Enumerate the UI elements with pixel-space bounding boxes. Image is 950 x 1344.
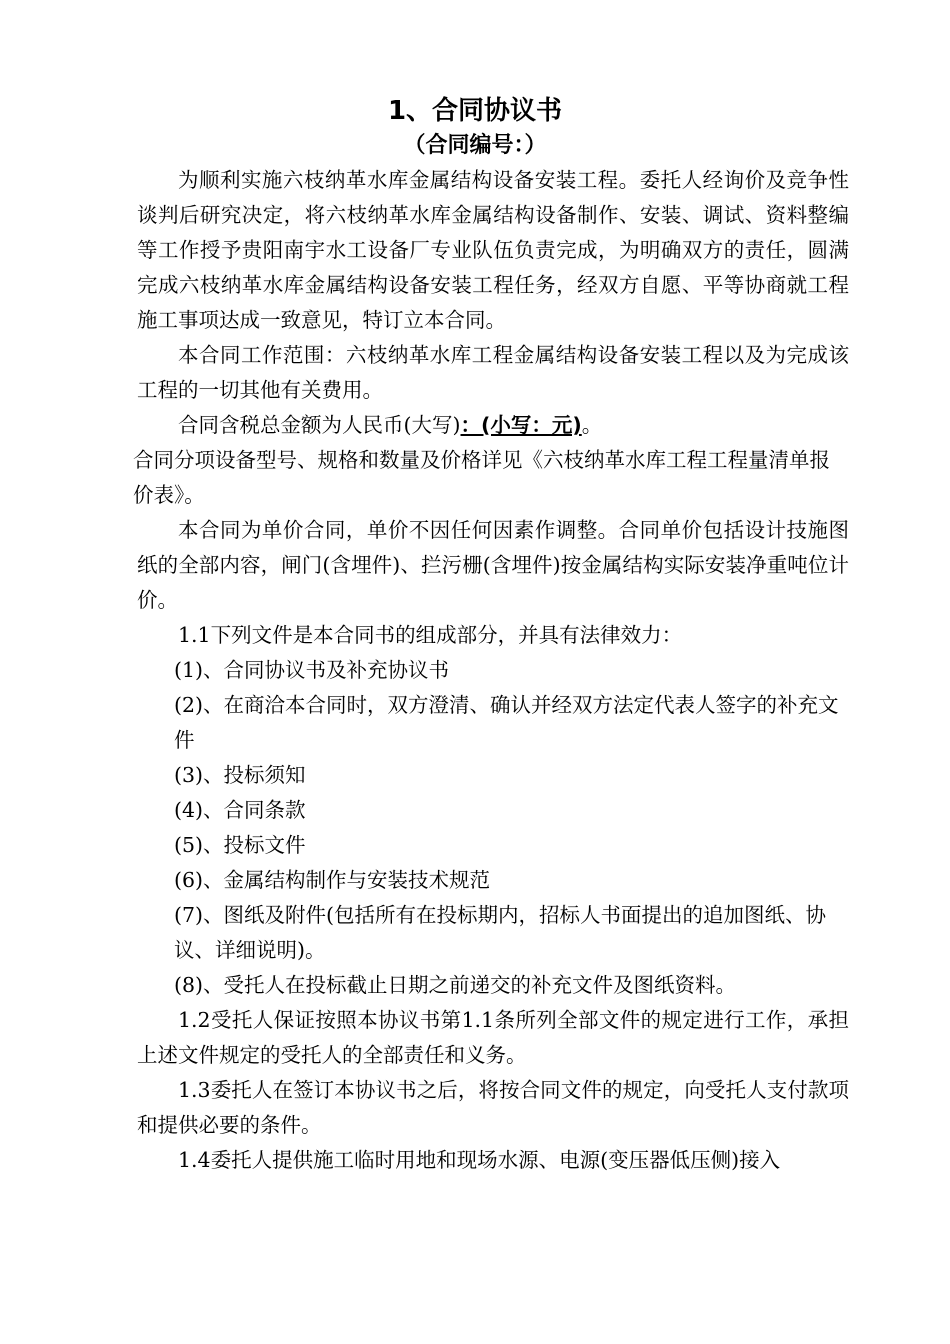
contract-number-label: （合同编号：） bbox=[403, 133, 547, 158]
list-item: (7)、图纸及附件(包括所有在投标期内，招标人书面提出的追加图纸、协议、详细说明)。 bbox=[174, 903, 827, 962]
document-title: 1、合同协议书 bbox=[387, 96, 563, 126]
amount-underlined: ：(小写：元) bbox=[460, 413, 582, 437]
list-item: (5)、投标文件 bbox=[174, 833, 306, 857]
paragraph-intro: 为顺利实施六枝纳革水库金属结构设备安装工程。委托人经询价及竞争性谈判后研究决定，将六枝纳革水库金属结构设备制作、安装、调试、资料整编等工作授予贵阳南宇水工设备厂专业队伍负责完成，为明确双方的责任，圆满完成六枝纳革水库金属结构设备安装工程任务，经双方自愿、平等协商就工程施工事项达成一致意见，特订立本合同。 bbox=[137, 168, 849, 332]
clause-1-1: 1.1下列文件是本合同书的组成部分，并具有法律效力： bbox=[178, 623, 683, 647]
clause-1-4: 1.4委托人提供施工临时用地和现场水源、电源(变压器低压侧)接入 bbox=[178, 1148, 781, 1172]
paragraph-amount bbox=[137, 408, 849, 443]
list-item: (2)、在商洽本合同时，双方澄清、确认并经双方法定代表人签字的补充文件 bbox=[174, 693, 839, 752]
list-item: (6)、金属结构制作与安装技术规范 bbox=[174, 868, 491, 892]
paragraph-scope: 本合同工作范围：六枝纳革水库工程金属结构设备安装工程以及为完成该工程的一切其他有关费用。 bbox=[137, 343, 849, 402]
clause-1-2: 1.2受托人保证按照本协议书第1.1条所列全部文件的规定进行工作，承担上述文件规定的受托人的全部责任和义务。 bbox=[137, 1008, 849, 1067]
clause-1-3: 1.3委托人在签订本协议书之后，将按合同文件的规定，向受托人支付款项和提供必要的条件。 bbox=[137, 1078, 849, 1137]
paragraph-price-list: 合同分项设备型号、规格和数量及价格详见《六枝纳革水库工程工程量清单报价表》。 bbox=[133, 448, 830, 507]
list-item: (1)、合同协议书及补充协议书 bbox=[174, 658, 450, 682]
document-body bbox=[133, 163, 849, 1178]
list-item: (3)、投标须知 bbox=[174, 763, 306, 787]
list-item: (4)、合同条款 bbox=[174, 798, 306, 822]
amount-suffix: 。 bbox=[581, 413, 603, 437]
amount-prefix: 合同含税总金额为人民币(大写) bbox=[178, 413, 461, 437]
list-item: (8)、受托人在投标截止日期之前递交的补充文件及图纸资料。 bbox=[174, 973, 737, 997]
paragraph-unit-price: 本合同为单价合同，单价不因任何因素作调整。合同单价包括设计技施图纸的全部内容，闸门(含埋件)、拦污栅(含埋件)按金属结构实际安装净重吨位计价。 bbox=[137, 518, 849, 612]
